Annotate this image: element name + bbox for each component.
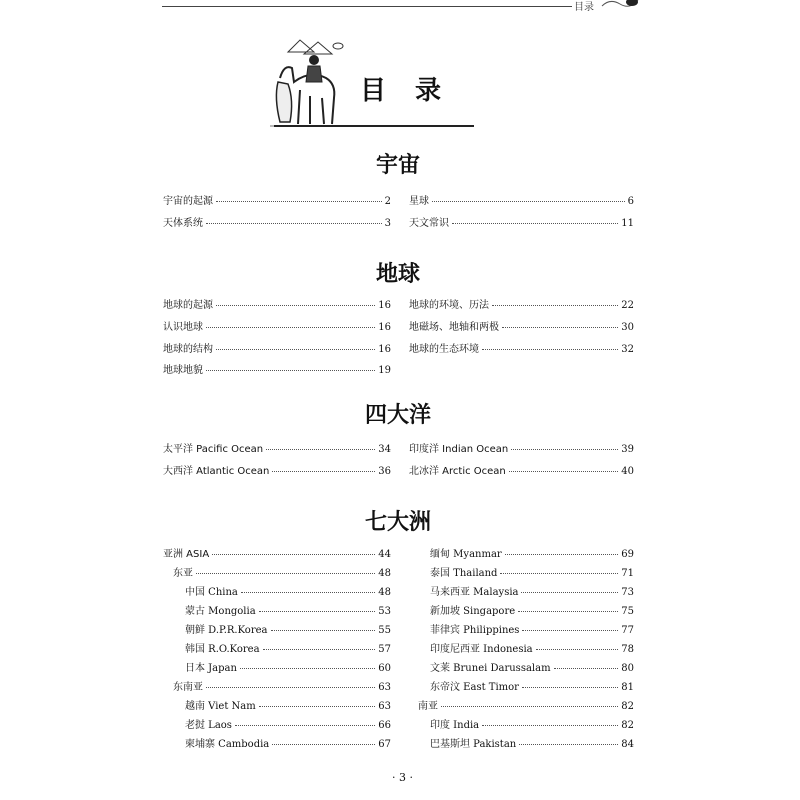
- toc-entry[interactable]: 地球的起源 16: [163, 300, 391, 311]
- toc-subentry[interactable]: 韩国 R.O.Korea 57: [185, 644, 391, 655]
- camel-rider-illustration-icon: [270, 38, 360, 130]
- toc-entry[interactable]: 印度洋 Indian Ocean 39: [409, 444, 634, 455]
- header-ornament-icon: [600, 0, 640, 10]
- toc-subentry[interactable]: 蒙古 Mongolia 53: [185, 606, 391, 617]
- toc-subentry[interactable]: 老挝 Laos 66: [185, 720, 391, 731]
- section-heading-universe: 宇宙: [376, 153, 421, 178]
- header-tag: 目录: [574, 2, 594, 13]
- toc-subentry[interactable]: 东亚 48: [173, 568, 391, 579]
- toc-entry[interactable]: 星球 6: [409, 196, 634, 207]
- toc-entry[interactable]: 地磁场、地轴和两极 30: [409, 322, 634, 333]
- section-heading-oceans: 四大洋: [365, 403, 432, 428]
- toc-subentry[interactable]: 泰国 Thailand 71: [430, 568, 634, 579]
- toc-subentry[interactable]: 东帝汶 East Timor 81: [430, 682, 634, 693]
- toc-entry[interactable]: 天体系统 3: [163, 218, 391, 229]
- toc-subentry[interactable]: 日本 Japan 60: [185, 663, 391, 674]
- page-title: 目 录: [360, 76, 452, 106]
- toc-entry[interactable]: 地球的环境、历法 22: [409, 300, 634, 311]
- toc-entry[interactable]: 亚洲 ASIA 44: [163, 549, 391, 560]
- toc-entry[interactable]: 认识地球 16: [163, 322, 391, 333]
- toc-subentry[interactable]: 马来西亚 Malaysia 73: [430, 587, 634, 598]
- toc-entry[interactable]: 地球的生态环境 32: [409, 344, 634, 355]
- toc-entry[interactable]: 大西洋 Atlantic Ocean 36: [163, 466, 391, 477]
- toc-subentry[interactable]: 菲律宾 Philippines 77: [430, 625, 634, 636]
- section-heading-continents: 七大洲: [365, 510, 432, 535]
- section-heading-earth: 地球: [376, 262, 421, 287]
- title-underline: [274, 125, 474, 127]
- toc-subentry[interactable]: 越南 Viet Nam 63: [185, 701, 391, 712]
- toc-entry[interactable]: 地球地貌 19: [163, 365, 391, 376]
- toc-subentry[interactable]: 印度 India 82: [430, 720, 634, 731]
- toc-subentry[interactable]: 印度尼西亚 Indonesia 78: [430, 644, 634, 655]
- page-number: · 3 ·: [392, 771, 413, 784]
- toc-subentry[interactable]: 新加坡 Singapore 75: [430, 606, 634, 617]
- toc-subentry[interactable]: 中国 China 48: [185, 587, 391, 598]
- toc-subentry[interactable]: 巴基斯坦 Pakistan 84: [430, 739, 634, 750]
- toc-subentry[interactable]: 柬埔寨 Cambodia 67: [185, 739, 391, 750]
- toc-entry[interactable]: 地球的结构 16: [163, 344, 391, 355]
- toc-entry[interactable]: 北冰洋 Arctic Ocean 40: [409, 466, 634, 477]
- toc-subentry[interactable]: 缅甸 Myanmar 69: [430, 549, 634, 560]
- toc-subentry[interactable]: 南亚 82: [418, 701, 634, 712]
- header-rule: [162, 6, 572, 7]
- toc-entry[interactable]: 宇宙的起源 2: [163, 196, 391, 207]
- toc-subentry[interactable]: 朝鲜 D.P.R.Korea 55: [185, 625, 391, 636]
- toc-entry[interactable]: 天文常识 11: [409, 218, 634, 229]
- toc-subentry[interactable]: 文莱 Brunei Darussalam 80: [430, 663, 634, 674]
- toc-entry[interactable]: 太平洋 Pacific Ocean 34: [163, 444, 391, 455]
- toc-subentry[interactable]: 东南亚 63: [173, 682, 391, 693]
